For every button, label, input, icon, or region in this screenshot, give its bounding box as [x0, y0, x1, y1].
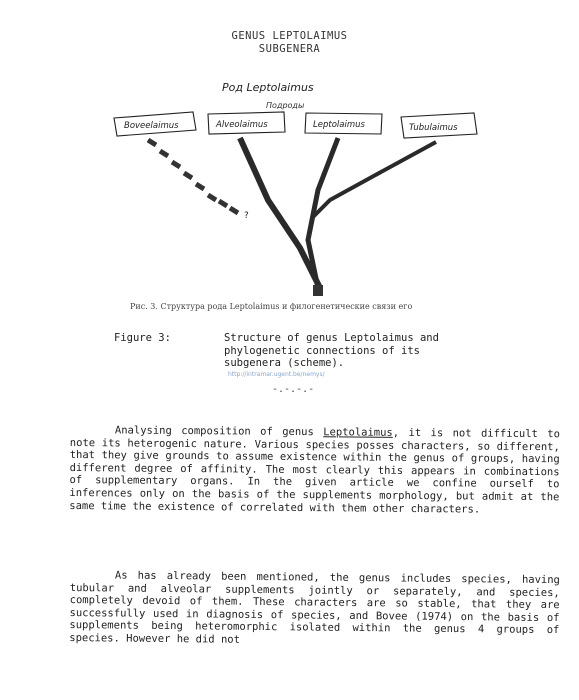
subgenus-label-alveolaimus: Alveolaimus: [216, 120, 268, 130]
document-subtitle: SUBGENERA: [258, 43, 321, 55]
genus-name: Leptolaimus: [323, 426, 393, 439]
section-separator: -.-.-.-: [272, 384, 315, 395]
subgenus-box-boveelaimus: [114, 112, 196, 136]
figure-caption: Structure of genus Leptolaimus and phylogenetic connections of its subgenera (scheme).: [224, 332, 439, 369]
paragraph-intro: Analysing composition of genus: [114, 424, 324, 439]
scheme-heading: Род Leptolaimus: [222, 81, 314, 94]
subgenus-label-leptolaimus: Leptolaimus: [313, 120, 365, 130]
paragraph-analysing: [69, 424, 560, 516]
tree-root: [313, 285, 323, 296]
subgenus-label-tubulaimus: Tubulaimus: [409, 123, 458, 133]
watermark-url: http://intramar.ugent.be/nemys/: [228, 371, 325, 378]
subgenus-label-boveelaimus: Boveelaimus: [124, 121, 179, 131]
paragraph-body: , it is not difficult to note its heterogenic nature. Various species posses characters, so different, that they give grounds to assume existence within the genus of groups, having different degree of affinity. The most clearly this appears in combinations of supplementary organs. In the given article we confine ourself to inferences only on the basis of the supplements morphology, but admit at the same time the existence of correlated with them other characters.: [69, 426, 560, 516]
figure-label: Figure 3:: [114, 332, 171, 344]
subgenus-box-alveolaimus: [208, 112, 285, 134]
russian-caption: Рис. 3. Структура рода Leptolaimus и филогенетические связи его: [130, 302, 413, 311]
dashed-branch: [148, 140, 238, 213]
question-mark: ?: [244, 211, 249, 221]
subgenus-box-leptolaimus: [305, 113, 382, 134]
subgenus-box-tubulaimus: [401, 113, 477, 138]
document-title: GENUS LEPTOLAIMUS: [231, 30, 348, 42]
tree-branches: [240, 138, 436, 288]
scheme-subheading: Подроды: [266, 101, 305, 110]
phylogeny-scheme: [0, 0, 579, 330]
paragraph-mentioned: As has already been mentioned, the genus includes species, having tubular and alveolar supplements jointly or separately, and species, completely devoid of them. These characters are so stable, that they are successfully used in diagnosis of species, and Bovee (1974) on the basis of supplements being heteromorphic isolated within the genus 4 groups of species. However he did not: [69, 569, 560, 646]
